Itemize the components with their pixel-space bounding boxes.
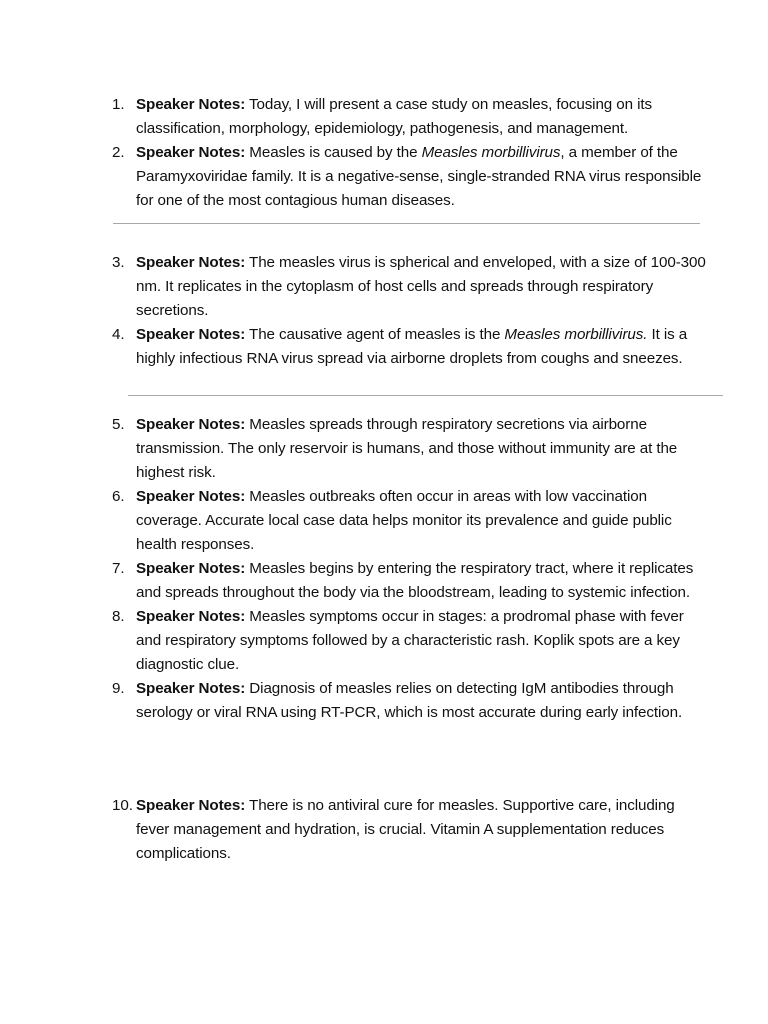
item-text: Measles spreads through respiratory secretions via airborne transmission. The only reservoir is humans, and those without immunity are at the highest risk. — [136, 416, 678, 481]
list-item — [112, 677, 712, 725]
item-text: Today, I will present a case study on measles, focusing on its classification, morphology, epidemiology, pathogenesis, and management. — [136, 96, 652, 137]
speaker-notes-label: Speaker Notes: — [136, 254, 246, 271]
speaker-notes-label: Speaker Notes: — [136, 488, 246, 505]
item-text: The measles virus is spherical and enveloped, with a size of 100-300 nm. It replicates in the cytoplasm of host cells and spreads through respiratory secretions. — [136, 254, 706, 319]
item-italic-text: Measles morbillivirus — [421, 144, 561, 161]
item-text: , a member of the Paramyxoviridae family. It is a negative-sense, single-stranded RNA virus responsible for one of the most contagious human diseases. — [136, 144, 702, 209]
list-item — [112, 794, 712, 866]
item-number: 1. — [112, 96, 125, 113]
item-italic-text: Measles morbillivirus. — [504, 326, 648, 343]
speaker-notes-label: Speaker Notes: — [136, 96, 246, 113]
item-number: 5. — [112, 416, 125, 433]
speaker-notes-label: Speaker Notes: — [136, 797, 246, 814]
list-item — [112, 93, 712, 141]
item-number: 9. — [112, 680, 125, 697]
item-number: 2. — [112, 144, 125, 161]
list-item — [112, 557, 712, 605]
item-text: Measles begins by entering the respiratory tract, where it replicates and spreads throughout the body via the bloodstream, leading to systemic infection. — [136, 560, 694, 601]
item-text: Measles is caused by the — [245, 144, 422, 161]
speaker-notes-label: Speaker Notes: — [136, 680, 246, 697]
item-text: Measles symptoms occur in stages: a prodromal phase with fever and respiratory symptoms followed by a characteristic rash. Koplik spots are a key diagnostic clue. — [136, 608, 684, 673]
item-text: The causative agent of measles is the — [245, 326, 505, 343]
item-number: 7. — [112, 560, 125, 577]
item-text: It is a highly infectious RNA virus spread via airborne droplets from coughs and sneezes. — [136, 326, 688, 367]
item-number: 10. — [112, 797, 133, 814]
item-number: 6. — [112, 488, 125, 505]
speaker-notes-label: Speaker Notes: — [136, 326, 246, 343]
list-item — [112, 141, 712, 213]
item-text: There is no antiviral cure for measles. Supportive care, including fever management and hydration, is crucial. Vitamin A supplementation reduces complications. — [136, 797, 675, 862]
notes-group-4 — [112, 794, 712, 866]
horizontal-divider — [128, 395, 723, 396]
list-item — [112, 605, 712, 677]
speaker-notes-label: Speaker Notes: — [136, 144, 246, 161]
speaker-notes-label: Speaker Notes: — [136, 608, 246, 625]
item-number: 8. — [112, 608, 125, 625]
horizontal-divider — [113, 223, 700, 224]
list-item — [112, 485, 712, 557]
notes-group-2 — [112, 251, 712, 371]
item-text: Diagnosis of measles relies on detecting IgM antibodies through serology or viral RNA using RT-PCR, which is most accurate during early infection. — [136, 680, 683, 721]
speaker-notes-label: Speaker Notes: — [136, 416, 246, 433]
item-text: Measles outbreaks often occur in areas with low vaccination coverage. Accurate local case data helps monitor its prevalence and guide public health responses. — [136, 488, 672, 553]
item-number: 4. — [112, 326, 125, 343]
list-item — [112, 251, 712, 323]
list-item — [112, 323, 712, 371]
item-number: 3. — [112, 254, 125, 271]
notes-group-1 — [112, 93, 712, 213]
list-item — [112, 413, 712, 485]
notes-group-3 — [112, 413, 712, 725]
speaker-notes-label: Speaker Notes: — [136, 560, 246, 577]
